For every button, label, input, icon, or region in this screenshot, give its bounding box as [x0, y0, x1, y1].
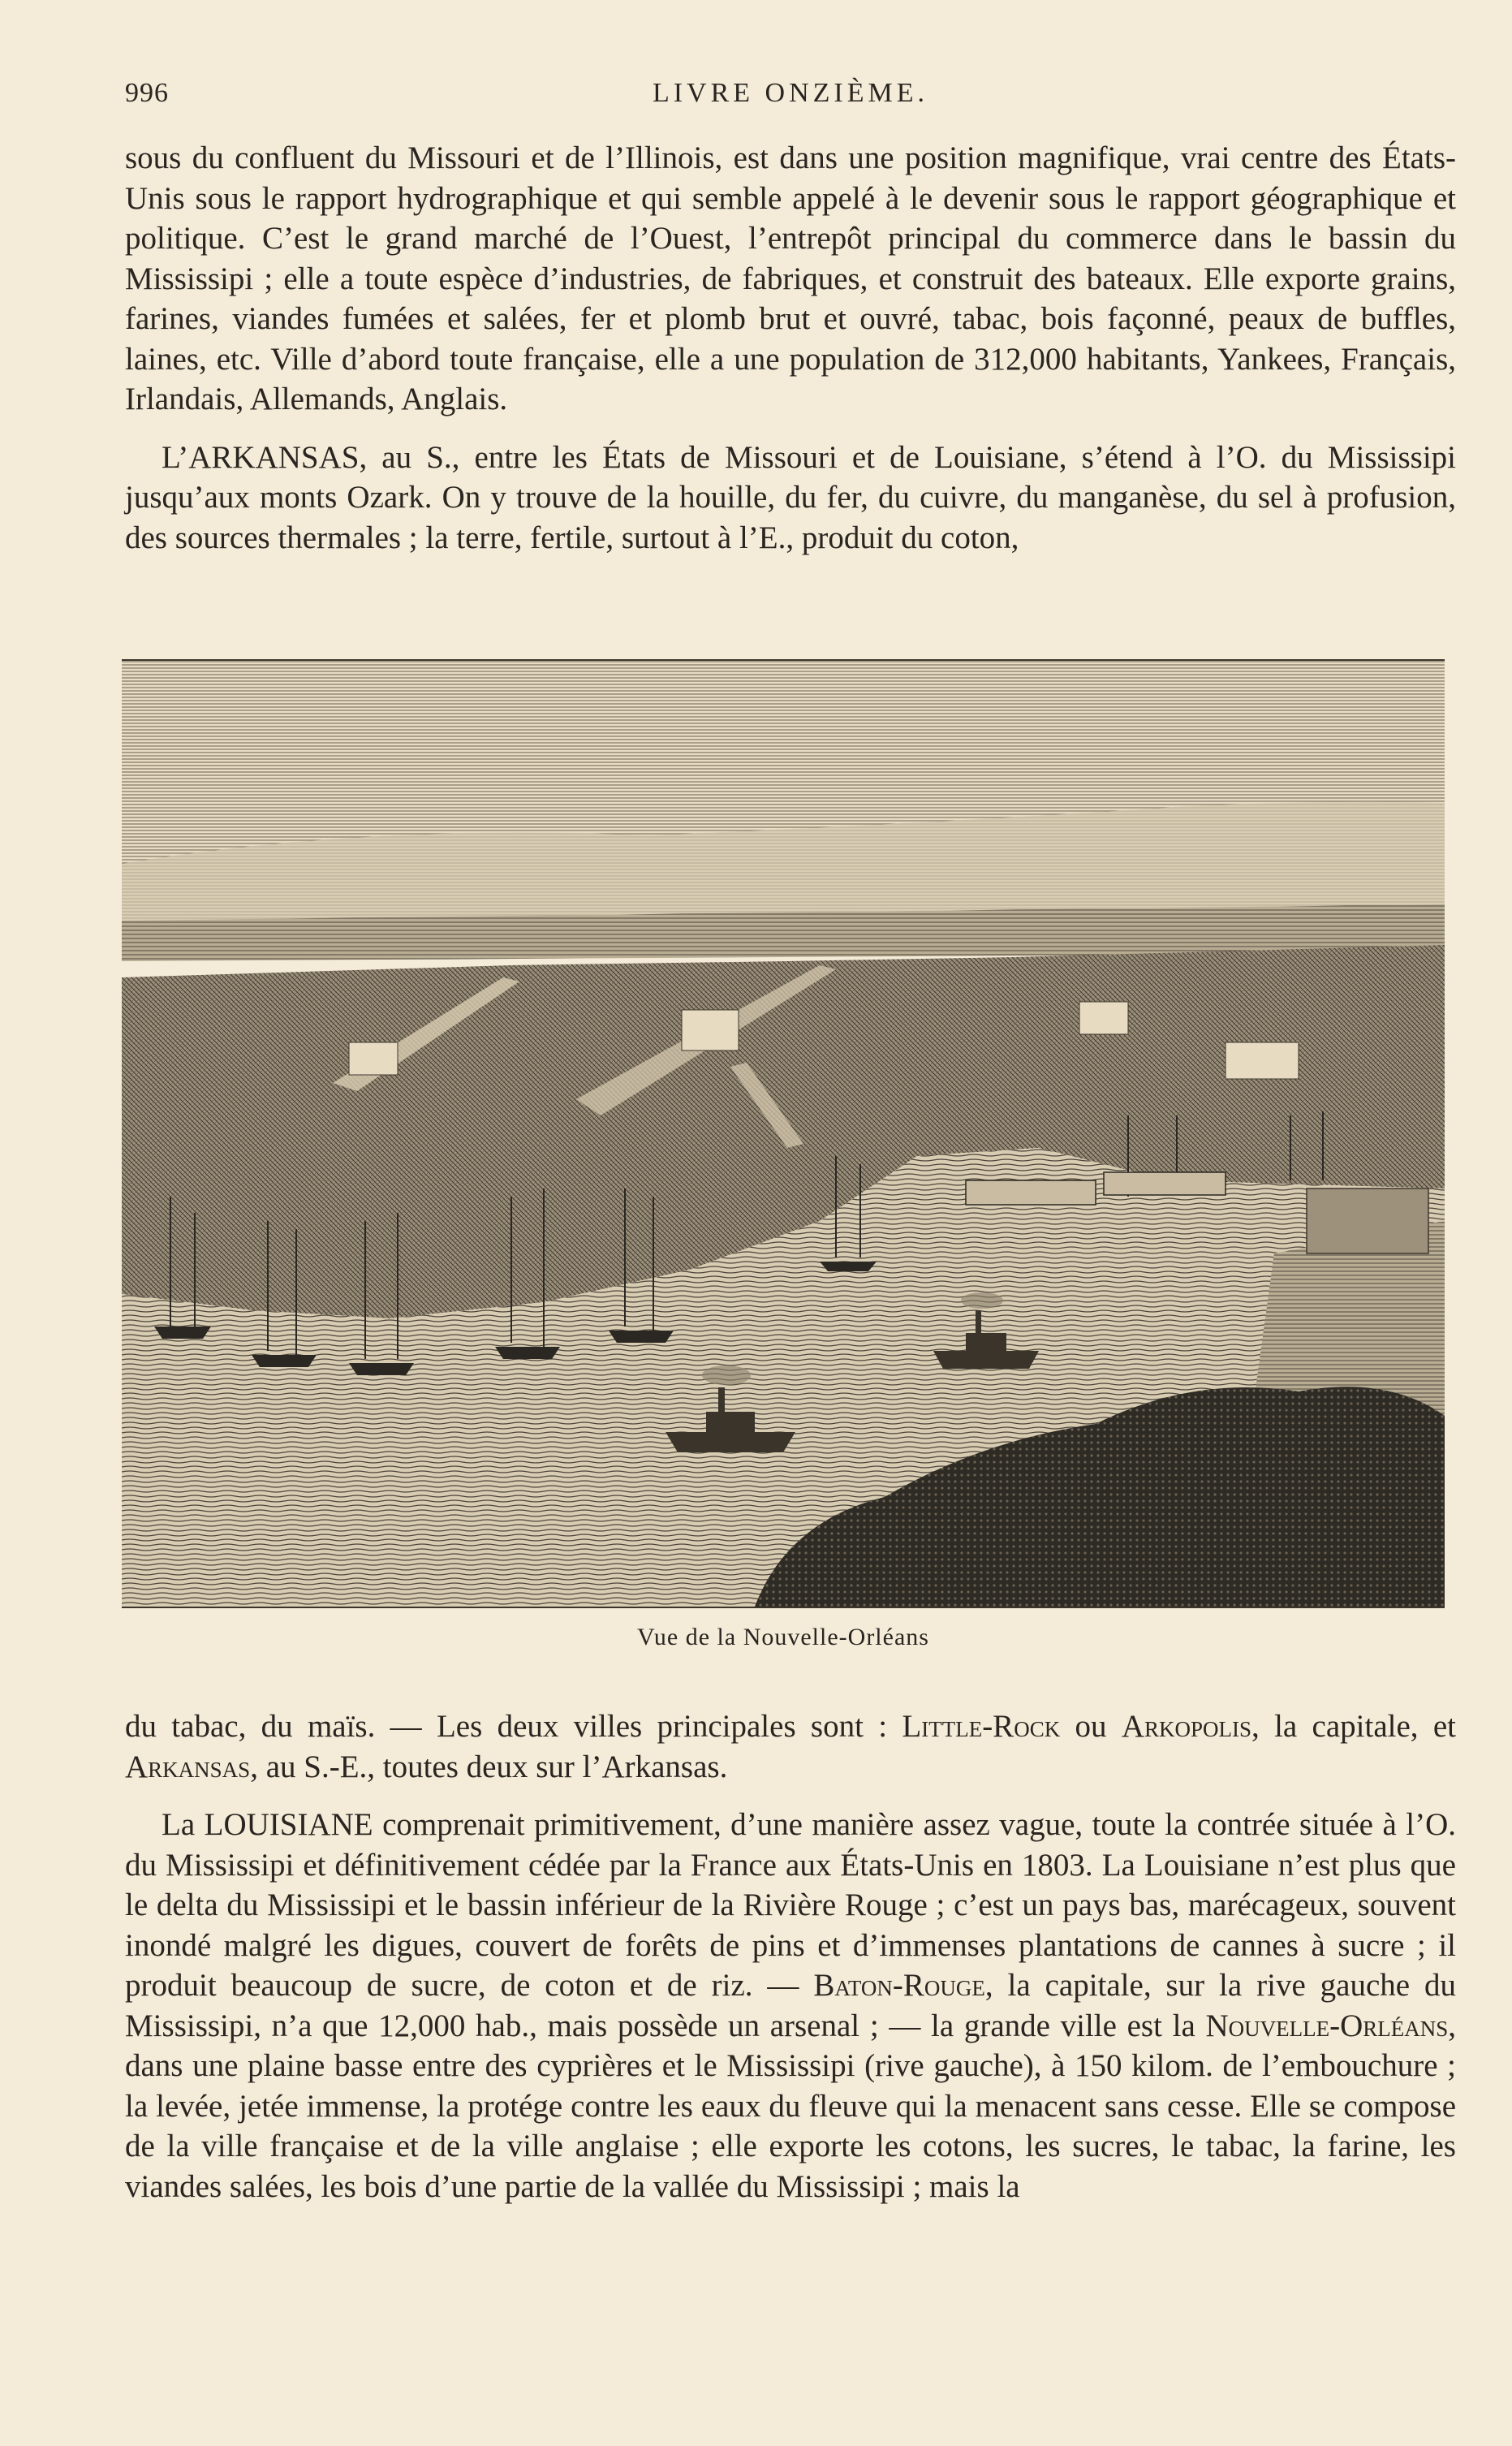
page-header [125, 78, 1456, 119]
city-arkansas: Arkansas [125, 1749, 251, 1784]
text-run: , dans une plaine basse entre des cyprières et le Mississipi (rive gauche), à 150 kilom. de l’embouchure ; la levée, jetée immense, la protége contre les eaux du fleuve qui la menacent sans cesse. Elle se compose de la ville française et de la ville anglaise ; elle exporte les cotons, les sucres, le tabac, la farine, les viandes salées, les bois d’une partie de la vallée du Mississipi ; mais la [125, 2008, 1456, 2204]
top-text-block [125, 138, 1456, 558]
engraving-new-orleans [122, 659, 1445, 1608]
text-run: , la capitale, sur la rive gauche du Mississipi, n’a que 12,000 hab., mais possède un arsenal ; — la grande ville est la [125, 1968, 1457, 2043]
running-title: LIVRE ONZIÈME. [652, 78, 929, 108]
figure-caption: Vue de la Nouvelle-Orléans [637, 1624, 929, 1650]
text-run: La LOUISIANE comprenait primitivement, d’une manière assez vague, toute la contrée située à l’O. du Mississipi et définitivement cédée par la France aux États-Unis en 1803. La Louisiane n’est plus que le delta du Mississipi et le bassin inférieur de la Rivière Rouge ; c’est un pays bas, marécageux, souvent inondé malgré les digues, couvert de forêts de pins et d’immenses plantations de cannes à sucre ; il produit beaucoup de sucre, de coton et de riz. — [125, 1807, 1456, 2003]
paragraph-arkansas: L’ARKANSAS, au S., entre les États de Missouri et de Louisiane, s’étend à l’O. du Mississipi jusqu’aux monts Ozark. On y trouve de la houille, du fer, du cuivre, du manganèse, du sel à profusion, des sources thermales ; la terre, fertile, surtout à l’E., produit du coton, [125, 439, 1456, 555]
city-nouvelle-orleans: Nouvelle-Orléans [1205, 2008, 1449, 2043]
paragraph-arkansas-cities [125, 1706, 1456, 1787]
paragraph-saint-louis: sous du confluent du Missouri et de l’Illinois, est dans une position magnifique, vrai centre des États-Unis sous le rapport hydrographique et qui semble appelé à le devenir sous le rapport géographique et politique. C’est le grand marché de l’Ouest, l’entrepôt principal du commerce dans le bassin du Mississipi ; elle a toute espèce d’industries, de fabriques, et construit des bateaux. Elle exporte grains, farines, viandes fumées et salées, fer et plomb brut et ouvré, tabac, bois façonné, peaux de buffles, laines, etc. Ville d’abord toute française, elle a une population de 312,000 habitants, Yankees, Français, Irlandais, Allemands, Anglais. [125, 140, 1456, 416]
paragraph-louisiane [125, 1805, 1456, 2207]
text-run: , la capitale, et [1251, 1709, 1456, 1744]
city-baton-rouge: Baton-Rouge [813, 1968, 985, 2003]
text-run: ou [1060, 1709, 1122, 1744]
text-run: du tabac, du maïs. — Les deux villes principales sont : [125, 1709, 902, 1744]
city-little-rock: Little-Rock [902, 1709, 1061, 1744]
city-arkopolis: Arkopolis [1121, 1709, 1252, 1744]
text-run: , au S.-E., toutes deux sur l’Arkansas. [250, 1749, 728, 1784]
bottom-text-block [125, 1706, 1456, 2207]
page-number: 996 [125, 78, 169, 108]
